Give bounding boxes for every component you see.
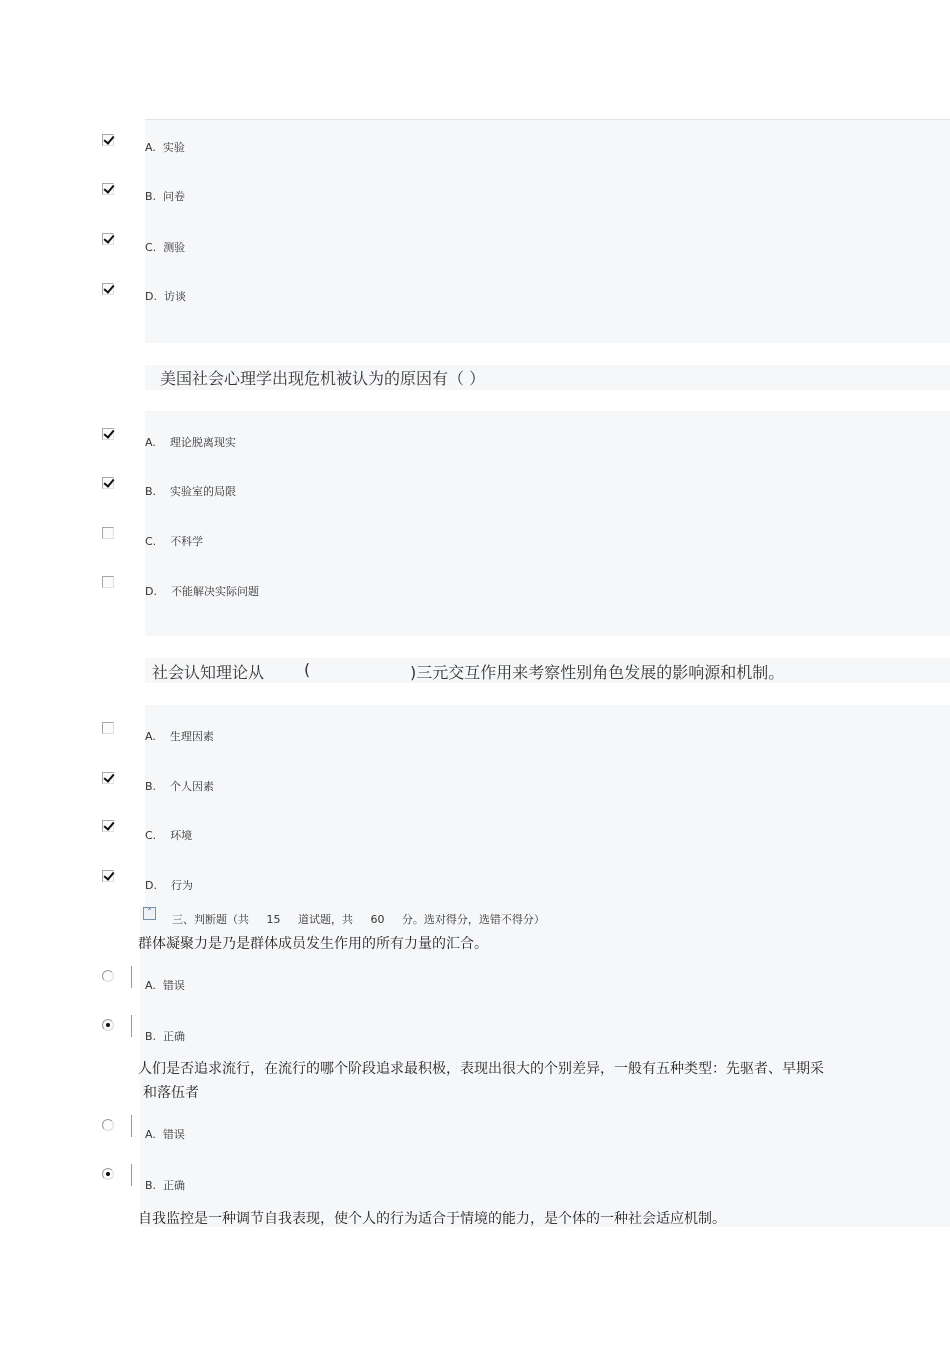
section3-count: 15 <box>266 913 281 926</box>
option-letter: B. <box>145 1179 157 1192</box>
option-text: 错误 <box>162 979 185 992</box>
radio-divider <box>131 1115 132 1137</box>
q2-checkbox-c[interactable] <box>102 527 114 539</box>
radio-divider <box>131 1015 132 1037</box>
section3-title-text: 三、判断题（共 <box>172 913 249 926</box>
q2-checkbox-a[interactable] <box>102 428 114 440</box>
section3-tail: 分。选对得分，选错不得分） <box>401 913 545 926</box>
tf2-question-text-line1: 人们是否追求流行，在流行的哪个阶段追求最积极，表现出很大的个别差异，一般有五种类型：先驱者、早期采 <box>138 1061 824 1077</box>
option-letter: C. <box>145 535 157 548</box>
q1-option-c <box>145 239 185 255</box>
option-letter: B. <box>145 190 157 203</box>
q3-options-panel <box>145 705 950 905</box>
section3-title <box>172 911 545 927</box>
option-text: 生理因素 <box>169 730 214 743</box>
q2-option-a <box>145 434 236 450</box>
radio-divider <box>131 966 132 988</box>
option-text: 错误 <box>162 1128 185 1141</box>
tf1-radio-b[interactable] <box>102 1019 114 1031</box>
option-text: 环境 <box>170 829 193 842</box>
q1-checkbox-d[interactable] <box>102 283 114 295</box>
option-text: 个人因素 <box>170 780 215 793</box>
option-letter: A. <box>145 141 156 154</box>
q1-option-a <box>145 139 185 155</box>
tf1-radio-a[interactable] <box>102 970 114 982</box>
collapse-up-icon[interactable]: ˄ <box>143 907 156 920</box>
q2-option-d <box>145 583 259 599</box>
q3-question-text-2: ( <box>304 660 311 679</box>
q2-option-c <box>145 533 203 549</box>
option-letter: D. <box>145 290 157 303</box>
q1-checkbox-c[interactable] <box>102 233 114 245</box>
option-letter: B. <box>145 780 157 793</box>
tf1-question-text: 群体凝聚力是乃是群体成员发生作用的所有力量的汇合。 <box>138 936 488 952</box>
q2-options-panel <box>145 411 950 636</box>
option-text: 不能解决实际问题 <box>170 585 259 598</box>
q2-checkbox-d[interactable] <box>102 576 114 588</box>
tf3-question-text: 自我监控是一种调节自我表现，使个人的行为适合于情境的能力，是个体的一种社会适应机制。 <box>138 1211 726 1227</box>
option-text: 测验 <box>163 241 186 254</box>
option-letter: D. <box>145 879 157 892</box>
q1-options-panel <box>145 120 950 343</box>
tf2-option-b <box>145 1177 185 1193</box>
q3-option-b <box>145 778 214 794</box>
option-letter: B. <box>145 1030 157 1043</box>
section3-points: 60 <box>370 913 385 926</box>
q2-option-b <box>145 483 236 499</box>
q3-checkbox-a[interactable] <box>102 722 114 734</box>
q3-checkbox-c[interactable] <box>102 820 114 832</box>
option-text: 行为 <box>170 879 193 892</box>
option-text: 实验室的局限 <box>170 485 237 498</box>
q3-question-text-3: )三元交互作用来考察性别角色发展的影响源和机制。 <box>410 663 785 682</box>
section3-mid: 道试题，共 <box>297 913 353 926</box>
tf2-option-a <box>145 1126 185 1142</box>
tf-panel <box>140 929 950 1227</box>
option-letter: A. <box>145 1128 156 1141</box>
q3-option-a <box>145 728 214 744</box>
tf2-radio-b[interactable] <box>102 1168 114 1180</box>
q3-checkbox-b[interactable] <box>102 772 114 784</box>
option-letter: C. <box>145 241 157 254</box>
option-text: 正确 <box>163 1179 186 1192</box>
option-letter: A. <box>145 730 156 743</box>
option-text: 理论脱离现实 <box>169 436 236 449</box>
q3-checkbox-d[interactable] <box>102 870 114 882</box>
q3-option-c <box>145 827 192 843</box>
option-text: 正确 <box>163 1030 186 1043</box>
q3-option-d <box>145 877 193 893</box>
option-text: 实验 <box>162 141 185 154</box>
option-letter: C. <box>145 829 157 842</box>
q2-checkbox-b[interactable] <box>102 477 114 489</box>
q1-checkbox-b[interactable] <box>102 183 114 195</box>
tf1-option-b <box>145 1028 185 1044</box>
q1-option-b <box>145 188 185 204</box>
q3-question-text-1: 社会认知理论从 <box>152 663 265 682</box>
option-letter: A. <box>145 979 156 992</box>
option-text: 访谈 <box>163 290 186 303</box>
option-letter: B. <box>145 485 157 498</box>
option-text: 问卷 <box>163 190 186 203</box>
tf2-question-text-line2: 和落伍者 <box>143 1085 199 1101</box>
radio-divider <box>131 1164 132 1186</box>
tf2-radio-a[interactable] <box>102 1119 114 1131</box>
q2-question-text: 美国社会心理学出现危机被认为的原因有（ ） <box>160 369 486 388</box>
option-letter: A. <box>145 436 156 449</box>
q1-option-d <box>145 288 186 304</box>
q1-checkbox-a[interactable] <box>102 134 114 146</box>
option-letter: D. <box>145 585 157 598</box>
tf1-option-a <box>145 977 185 993</box>
option-text: 不科学 <box>170 535 204 548</box>
